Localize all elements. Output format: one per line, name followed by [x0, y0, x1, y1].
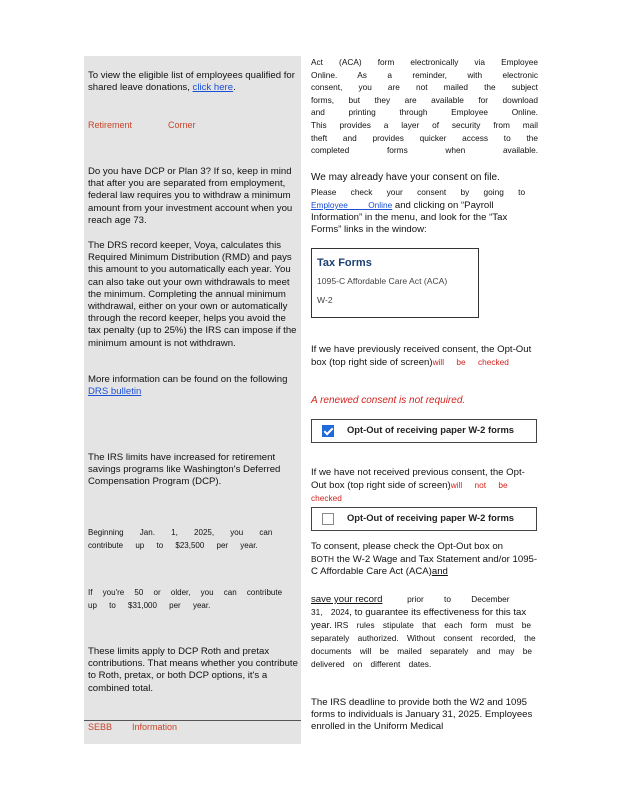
more-info-text: More information can be found on the following: [88, 374, 288, 385]
both-label: BOTH: [311, 554, 335, 564]
eligible-list-period: .: [233, 82, 236, 94]
retirement-corner-heading: [88, 120, 196, 130]
prior-to-text: prior to December: [407, 594, 510, 604]
to-consent-text: To consent, please check the Opt-Out box on: [311, 541, 503, 552]
age-50-paragraph: [88, 586, 298, 612]
tax-form-link-1095c[interactable]: 1095-C Affordable Care Act (ACA): [317, 276, 448, 286]
aca-line: This provides a layer of security from mail: [311, 119, 538, 130]
drs-bulletin-link[interactable]: DRS bulletin: [88, 386, 142, 398]
aca-electronic-paragraph: [311, 56, 538, 157]
dcp-paragraph: Do you have DCP or Plan 3? If so, keep in mind that after you are separated from employment, federal law requires you to withdraw a minimum amount from your investment account when you reach age 73.: [88, 166, 293, 226]
consent-on-file-line: We may already have your consent on file.: [311, 172, 500, 183]
eligible-list-text: To view the eligible list of employees qualified for shared leave donations,: [88, 70, 295, 94]
check-consent-paragraph: [311, 186, 538, 236]
limits-apply-paragraph: These limits apply to DCP Roth and pretax contributions. That means whether you contribute to Roth, pretax, or both DCP options, it's a combined total.: [88, 646, 298, 694]
aca-line: theft and provides quicker access to the: [311, 132, 538, 143]
not-received-paragraph: [311, 467, 538, 505]
save-your-record-link[interactable]: save your record: [311, 594, 383, 605]
opt-out-label: Opt-Out of receiving paper W-2 forms: [347, 424, 515, 435]
click-here-link[interactable]: click here: [192, 82, 234, 94]
opt-out-checkbox-checked-example: [311, 419, 537, 443]
will-not-be-checked-text: will not be checked: [311, 480, 508, 503]
and-label: and: [431, 566, 448, 577]
age-50-line-2: up to $31,000 per year.: [88, 601, 211, 610]
sidebar-divider: [84, 720, 301, 721]
opt-out-checkbox-unchecked[interactable]: [322, 513, 334, 525]
tax-form-link-w2[interactable]: W-2: [317, 295, 333, 305]
aca-line: Online. As a reminder, with electronic: [311, 69, 538, 80]
not-received-text: If we have not received previous consent, the Opt-Out box (top right side of screen): [311, 467, 525, 491]
payroll-information-text: and clicking on “Payroll Information” in the menu, and look for the “Tax Forms” links in the window:: [311, 200, 508, 235]
aca-line: Act (ACA) form electronically via Employee: [311, 57, 538, 67]
retirement-heading-word: Retirement: [88, 120, 133, 130]
save-record-paragraph: [311, 593, 538, 671]
beginning-line-1: Beginning Jan. 1, 2025, you can: [88, 528, 273, 537]
december-date-text: 31, 2024: [311, 607, 350, 617]
sebb-information-heading: [88, 722, 177, 732]
aca-line: and printing through Employee Online.: [311, 107, 538, 118]
information-heading-word: Information: [132, 722, 178, 732]
tax-forms-title: Tax Forms: [317, 257, 372, 269]
guarantee-text: , to guarantee its effectiveness for this tax year.: [311, 607, 527, 631]
w2-aca-text: the W-2 Wage and Tax Statement and/or 1095-C Affordable Care Act (ACA): [311, 554, 538, 577]
beginning-line-2: contribute up to $23,500 per year.: [88, 541, 258, 550]
aca-line: forms, but they are available for download: [311, 94, 538, 105]
age-50-line-1: If you're 50 or older, you can contribute: [88, 588, 283, 597]
drs-paragraph: The DRS record keeper, Voya, calculates this Required Minimum Distribution (RMD) and pays this amount to you automatically each year. You can also take out your own withdrawals to meet the minimum. Completing the annual minimum withdrawal, either on your own or automatically through the record keeper, helps you avoid the tax penalty (up to 25%) the IRS can impose if the minimum amount is not withdrawn.: [88, 240, 297, 349]
tax-forms-panel: [311, 248, 479, 318]
previously-received-paragraph: [311, 344, 538, 369]
irs-rules-text: IRS rules stipulate that each form must be separately authorized. Without consent recorded, the documents will be mailed separately and may be delivered on different dates.: [311, 620, 536, 669]
opt-out-checkbox-unchecked-example: [311, 507, 537, 531]
opt-out-label: Opt-Out of receiving paper W-2 forms: [347, 512, 515, 523]
more-info-paragraph: [88, 374, 298, 398]
corner-heading-word: Corner: [168, 120, 196, 130]
retirement-sidebar: [84, 56, 301, 744]
previously-received-text: If we have previously received consent, the Opt-Out box (top right side of screen): [311, 344, 532, 368]
aca-line: completed forms when available.: [311, 145, 538, 156]
will-be-checked-text: will be checked: [432, 357, 509, 367]
employee-online-link[interactable]: Employee Online: [311, 200, 393, 210]
opt-out-checkbox-checked[interactable]: [322, 425, 334, 437]
beginning-2025-paragraph: [88, 526, 298, 552]
aca-line: consent, you are not mailed the subject: [311, 82, 538, 93]
check-consent-text: Please check your consent by going to: [311, 187, 526, 197]
sebb-heading-word: SEBB: [88, 722, 113, 732]
irs-limits-paragraph: The IRS limits have increased for retirement savings programs like Washington's Deferred Compensation Program (DCP).: [88, 452, 281, 488]
to-consent-paragraph: [311, 541, 538, 578]
irs-deadline-paragraph: The IRS deadline to provide both the W2 and 1095 forms to individuals is January 31, 2025. Employees enrolled in the Uniform Medical: [311, 697, 533, 732]
eligible-list-paragraph: [88, 70, 298, 94]
renewed-consent-note: A renewed consent is not required.: [311, 395, 466, 406]
